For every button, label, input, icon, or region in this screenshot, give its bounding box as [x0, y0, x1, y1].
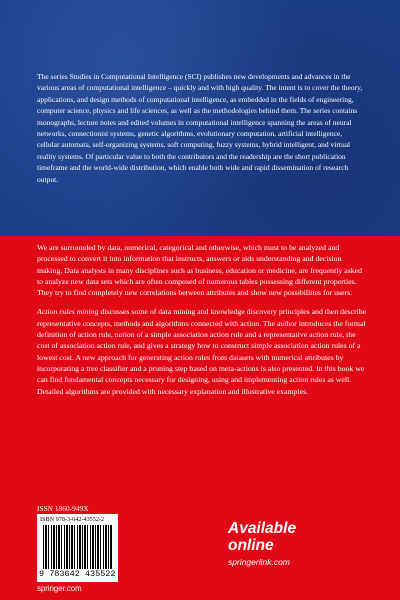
description-paragraph-1: We are surrounded by data, numerical, categorical and otherwise, which must to be analyzed and processed to convert it into information that instructs, answers or aids understanding and decision making. Data analysts in many disciplines such as business, education or medicine, are frequently asked to analyze new data sets which are often composed of numerous tables possessing different properties. They try to find completely new correlations between attributes and show new possibilities for users. [37, 243, 362, 298]
online-line: online [228, 537, 274, 554]
book-title-italic: Action rules mining [37, 307, 99, 317]
series-description [37, 71, 365, 185]
description-paragraph-2-text: discusses some of data mining and knowledge discovery principles and then describe representative concepts, methods and algorithms connected with action. The author introduces the formal definition of action rule, notion of a simple association action rule and a representative action rule, the cost of association action rule, and gives a strategy how to construct simple association action rules of a lowest cost. A new approach for generating action rules from datasets with numerical attributes by incorporating a tree classifier and a pruning step based on meta-actions is also presented. In this book we can find fundamental concepts necessary for designing, using and implementing action rules as well. Detailed algorithms are provided with necessary explanation and illustrative examples. [37, 307, 367, 396]
springerlink-url: springerlink.com [228, 557, 290, 567]
available-line: Available [228, 520, 297, 537]
description-paragraph-2 [37, 306, 367, 396]
issn-label: ISSN 1860-949X [37, 504, 89, 513]
series-paragraph: The series Studies in Computational Intelligence (SCI) publishes new developments and advances in the various areas of computational intelligence – quickly and with high quality. The intent is to cover the theory, applications, and design methods of computational intelligence, as embedded in the fields of engineering, computer science, physics and life sciences, as well as the methodologies behind them. The series contains monographs, lecture notes and edited volumes in computational intelligence spanning the areas of neural networks, connectionist systems, genetic algorithms, evolutionary computation, artificial intelligence, cellular automata, self-organizing systems, soft computing, fuzzy systems, hybrid intelligent, and virtual reality systems. Of particular value to both the contributors and the readership are the short publication timeframe and the world-wide distribution, which enable both wide and rapid dissemination of research output. [37, 72, 363, 184]
barcode-icon [43, 525, 113, 569]
barcode [37, 514, 118, 582]
barcode-number: 9 783642 435522 [39, 569, 116, 579]
book-description [37, 242, 367, 405]
available-online-badge [228, 520, 362, 576]
publisher-url: springer.com [37, 584, 82, 593]
isbn-label: ISBN 978-3-642-43552-2 [40, 516, 105, 523]
